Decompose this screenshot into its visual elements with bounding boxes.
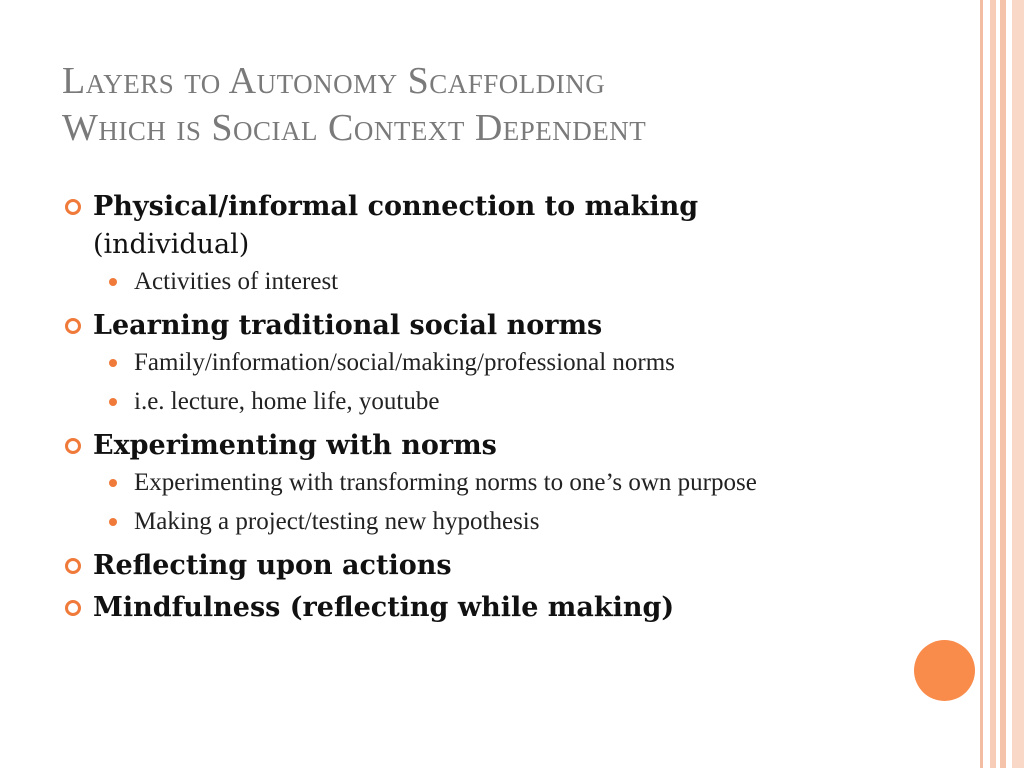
sub-bullet-text: Family/information/social/making/professional norms xyxy=(134,349,675,376)
sub-bullet-text: Activities of interest xyxy=(134,268,339,295)
bullet-heading: Learning traditional social norms xyxy=(93,310,603,341)
bullet-reflecting xyxy=(64,547,924,585)
bullet-list xyxy=(64,188,924,627)
decorative-orange-circle xyxy=(914,640,975,701)
bullet-social-norms xyxy=(64,307,924,345)
decorative-stripe xyxy=(1012,0,1024,768)
bullet-experimenting xyxy=(64,427,924,465)
slide-title-line-1: Layers to Autonomy Scaffolding xyxy=(62,60,606,102)
decorative-stripe xyxy=(980,0,983,768)
ring-bullet-icon xyxy=(65,438,81,454)
bullet-heading: Mindfulness (reflecting while making) xyxy=(93,592,675,623)
ring-bullet-icon xyxy=(65,199,81,215)
sub-list-container xyxy=(64,465,924,539)
sub-bullet-list xyxy=(64,345,924,419)
decorative-stripe xyxy=(990,0,996,768)
dot-bullet-icon xyxy=(109,278,117,286)
ring-bullet-icon xyxy=(65,600,81,616)
bullet-mindfulness xyxy=(64,589,924,627)
sub-bullet-text: i.e. lecture, home life, youtube xyxy=(134,388,440,415)
slide-title-line-2: Which is Social Context Dependent xyxy=(62,107,647,149)
sub-bullet-item xyxy=(64,504,924,539)
sub-bullet-item xyxy=(64,465,924,500)
sub-bullet-list xyxy=(64,264,924,299)
sub-list-container xyxy=(64,264,924,299)
sub-bullet-text: Making a project/testing new hypothesis xyxy=(134,508,540,535)
dot-bullet-icon xyxy=(109,398,117,406)
spacer xyxy=(64,299,924,307)
sub-bullet-item xyxy=(64,264,924,299)
bullet-subheading: (individual) xyxy=(93,229,250,260)
sub-bullet-item xyxy=(64,384,924,419)
sub-bullet-item xyxy=(64,345,924,380)
bullet-heading: Experimenting with norms xyxy=(93,430,497,461)
ring-bullet-icon xyxy=(65,318,81,334)
dot-bullet-icon xyxy=(109,359,117,367)
bullet-heading: Reflecting upon actions xyxy=(93,550,452,581)
sub-bullet-text: Experimenting with transforming norms to one’s own purpose xyxy=(134,469,757,496)
spacer xyxy=(64,539,924,547)
sub-bullet-list xyxy=(64,465,924,539)
ring-bullet-icon xyxy=(65,558,81,574)
dot-bullet-icon xyxy=(109,518,117,526)
slide-title xyxy=(62,58,962,152)
dot-bullet-icon xyxy=(109,479,117,487)
sub-list-container xyxy=(64,345,924,419)
spacer xyxy=(64,419,924,427)
bullet-physical-connection xyxy=(64,188,924,264)
bullet-heading: Physical/informal connection to making xyxy=(93,191,699,222)
decorative-stripe xyxy=(1000,0,1006,768)
